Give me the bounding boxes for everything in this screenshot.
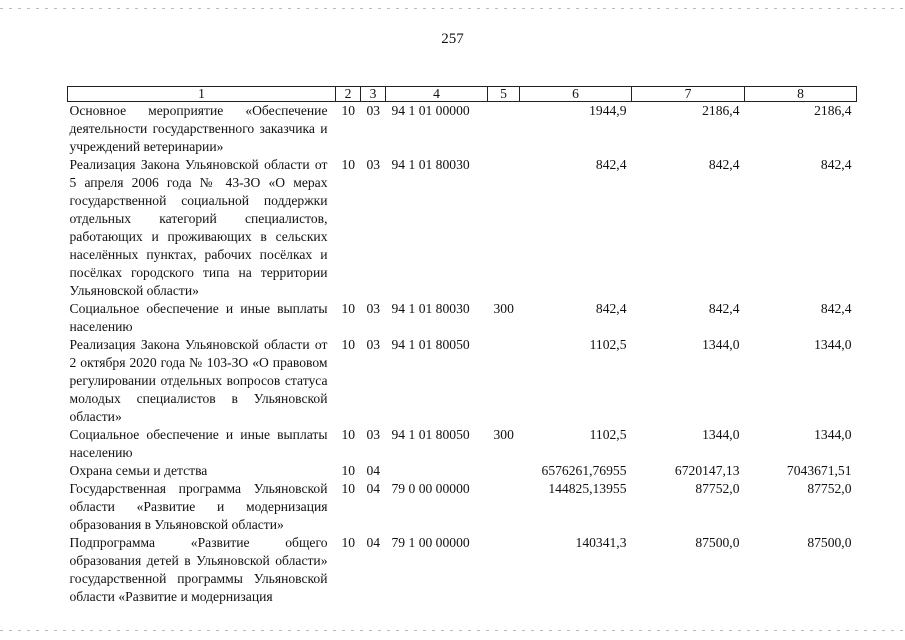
row-value-1: 140341,3	[575, 535, 627, 550]
row-value-1: 1102,5	[589, 337, 627, 352]
row-expense-type	[488, 462, 520, 480]
row-value-3: 1344,0	[814, 427, 852, 442]
header-cell: 4	[386, 87, 488, 102]
header-cell: 3	[361, 87, 386, 102]
header-cell: 1	[68, 87, 336, 102]
row-name: Социальное обеспечение и иные выплаты населению	[69, 301, 328, 334]
row-value-3: 87500,0	[807, 535, 852, 550]
table-row	[68, 156, 857, 300]
row-value-1: 842,4	[595, 301, 627, 316]
row-value-3: 87752,0	[807, 481, 852, 496]
row-subsection: 04	[366, 463, 381, 478]
row-value-3: 2186,4	[814, 103, 852, 118]
table-row	[68, 462, 857, 480]
header-cell: 6	[520, 87, 632, 102]
row-section: 10	[341, 535, 356, 550]
row-subsection: 04	[366, 481, 381, 496]
row-name: Социальное обеспечение и иные выплаты населению	[69, 427, 328, 460]
row-target-code: 94 1 01 80030	[391, 301, 470, 316]
table-row	[68, 102, 857, 157]
row-value-2: 1344,0	[702, 337, 740, 352]
row-target-code: 79 1 00 00000	[391, 535, 470, 550]
header-cell: 5	[488, 87, 520, 102]
row-subsection: 04	[366, 535, 381, 550]
page-number: 257	[441, 31, 464, 47]
row-value-2: 87500,0	[695, 535, 740, 550]
row-target-code: 94 1 01 00000	[391, 103, 470, 118]
row-name: Подпрограмма «Развитие общего образования детей в Ульяновской области» государственной программы Ульяновской области «Развитие и модернизация	[69, 535, 328, 604]
row-expense-type: 300	[493, 427, 514, 442]
row-name: Реализация Закона Ульяновской области от 5 апреля 2006 года № 43-ЗО «О мерах государственной социальной поддержки отдельных категорий специалистов, работающих и проживающих в сельских населённых пунктах, рабочих посёлках и посёлках городского типа на территории Ульяновской области»	[69, 157, 328, 298]
row-section: 10	[341, 427, 356, 442]
row-name: Реализация Закона Ульяновской области от 2 октября 2020 года № 103-ЗО «О правовом регулировании отдельных вопросов статуса молодых специалистов в Ульяновской области»	[69, 337, 328, 424]
table-row	[68, 480, 857, 534]
header-cell: 2	[336, 87, 361, 102]
row-subsection: 03	[366, 301, 381, 316]
row-value-3: 1344,0	[814, 337, 852, 352]
scan-edge-top	[0, 8, 905, 9]
row-target-code: 79 0 00 00000	[391, 481, 470, 496]
row-value-1: 144825,13955	[548, 481, 627, 496]
row-value-3: 842,4	[820, 301, 852, 316]
header-cell: 8	[745, 87, 857, 102]
row-value-1: 6576261,76955	[541, 463, 627, 478]
row-expense-type: 300	[493, 301, 514, 316]
row-section: 10	[341, 481, 356, 496]
table-row	[68, 426, 857, 462]
row-value-2: 2186,4	[702, 103, 740, 118]
row-value-3: 842,4	[820, 157, 852, 172]
row-value-2: 842,4	[708, 157, 740, 172]
row-name: Государственная программа Ульяновской области «Развитие и модернизация образования в Ульяновской области»	[69, 481, 328, 532]
row-subsection: 03	[366, 157, 381, 172]
row-section: 10	[341, 103, 356, 118]
row-value-1: 1944,9	[589, 103, 627, 118]
row-value-2: 87752,0	[695, 481, 740, 496]
row-expense-type	[488, 480, 520, 534]
row-expense-type	[488, 156, 520, 300]
row-subsection: 03	[366, 103, 381, 118]
table-row	[68, 534, 857, 606]
budget-table	[67, 86, 857, 606]
row-target-code: 94 1 01 80030	[391, 157, 470, 172]
table-row	[68, 300, 857, 336]
row-target-code: 94 1 01 80050	[391, 337, 470, 352]
row-section: 10	[341, 463, 356, 478]
row-name: Основное мероприятие «Обеспечение деятельности государственного заказчика и учреждений ветеринарии»	[69, 103, 328, 154]
row-value-2: 1344,0	[702, 427, 740, 442]
row-section: 10	[341, 301, 356, 316]
row-value-1: 842,4	[595, 157, 627, 172]
row-target-code: 94 1 01 80050	[391, 427, 470, 442]
row-subsection: 03	[366, 337, 381, 352]
row-expense-type	[488, 102, 520, 157]
row-subsection: 03	[366, 427, 381, 442]
header-row	[68, 87, 857, 102]
header-cell: 7	[632, 87, 745, 102]
table-row	[68, 336, 857, 426]
row-section: 10	[341, 157, 356, 172]
row-expense-type	[488, 534, 520, 606]
row-value-2: 842,4	[708, 301, 740, 316]
row-section: 10	[341, 337, 356, 352]
row-value-3: 7043671,51	[786, 463, 852, 478]
scan-edge-bottom	[0, 630, 905, 631]
row-value-1: 1102,5	[589, 427, 627, 442]
row-target-code	[386, 462, 488, 480]
row-value-2: 6720147,13	[674, 463, 740, 478]
row-expense-type	[488, 336, 520, 426]
row-name: Охрана семьи и детства	[69, 463, 208, 478]
